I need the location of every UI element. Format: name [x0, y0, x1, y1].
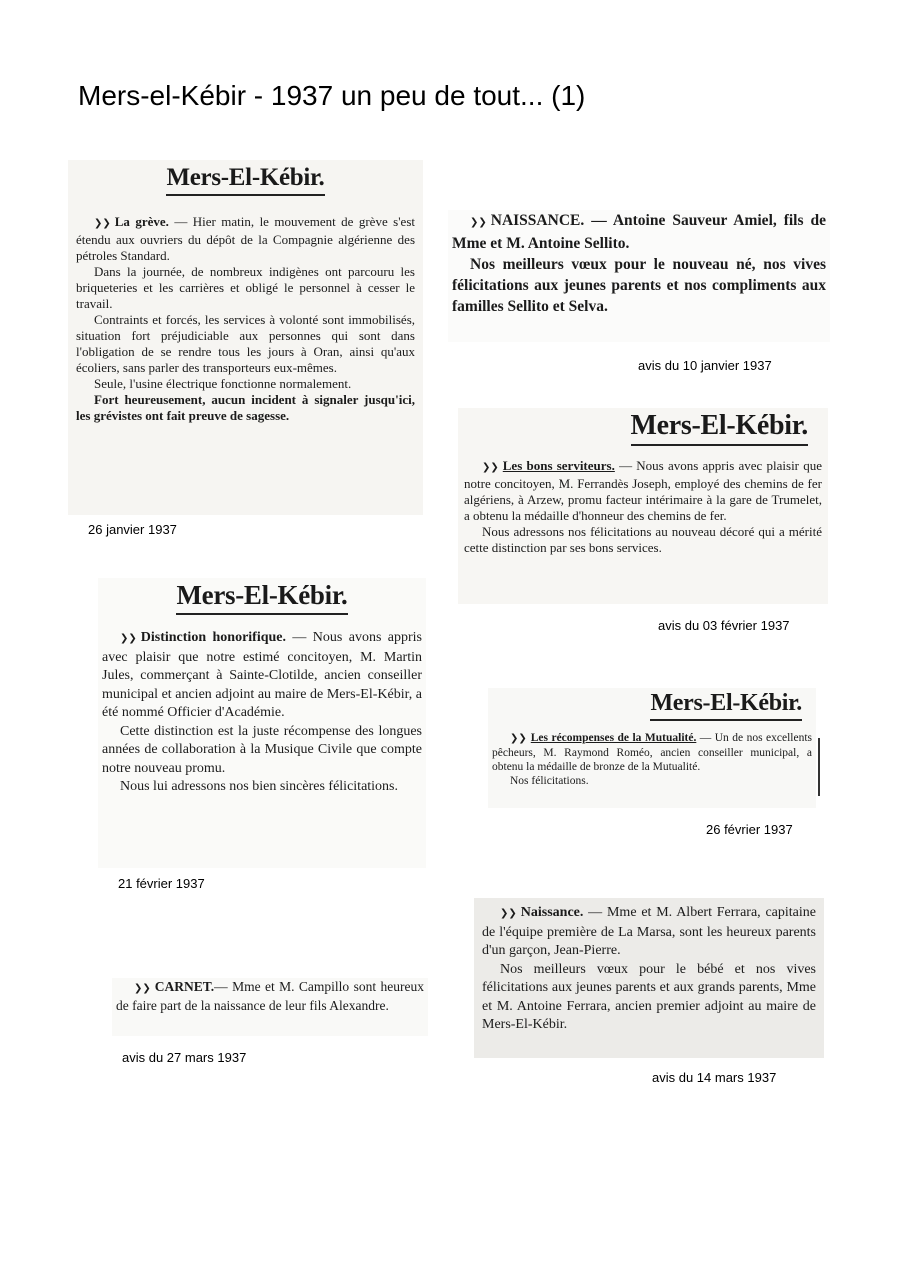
clipping-date: avis du 10 janvier 1937	[638, 358, 772, 373]
clipping-date: 26 janvier 1937	[88, 522, 177, 537]
clipping-paragraph: Dans la journée, de nombreux indigènes ont parcouru les briqueteries et les carrières et obligé le personnel à cesser le travail.	[76, 264, 415, 311]
clipping-paragraph: Nous adressons nos félicitations au nouveau décoré qui a mérité cette distinction par ses bons services.	[464, 524, 822, 555]
clipping-heading: Les bons serviteurs.	[502, 458, 615, 473]
clipping-paragraph: Nos meilleurs vœux pour le nouveau né, nos vives félicitations aux jeunes parents et nos compliments aux familles Sellito et Selva.	[452, 256, 826, 315]
clipping-paragraph: Nous lui adressons nos bien sincères félicitations.	[120, 779, 399, 794]
clipping-header: Mers-El-Kébir.	[176, 580, 347, 615]
clipping-header: Mers-El-Kébir.	[650, 690, 802, 721]
clipping-paragraph: — Antoine Sauveur Amiel, fils de Mme et M. Antoine Sellito.	[452, 212, 826, 252]
double-arrow-icon: ❯❯	[120, 633, 137, 644]
clipping-paragraph: Cette distinction est la juste récompense des longues années de collaboration à la Musique Civile que compte notre nouveau promu.	[102, 723, 422, 776]
clipping-paragraph: Fort heureusement, aucun incident à signaler jusqu'ici, les grévistes ont fait preuve de sagesse.	[76, 392, 415, 423]
clipping-greve	[68, 160, 423, 515]
clipping-paragraph: — Hier matin, le mouvement de grève s'est étendu aux ouvriers du dépôt de la Compagnie algérienne des pétroles Standard.	[76, 214, 415, 263]
clipping-heading: Naissance.	[520, 905, 584, 920]
clipping-distinction	[98, 578, 426, 868]
clipping-carnet	[112, 978, 428, 1036]
double-arrow-icon: ❯❯	[94, 218, 111, 229]
clipping-mutualite	[488, 688, 816, 808]
clipping-heading: Les récompenses de la Mutualité.	[530, 732, 697, 744]
clipping-paragraph: Seule, l'usine électrique fonctionne normalement.	[94, 376, 352, 391]
clipping-header: Mers-El-Kébir.	[631, 410, 809, 446]
clipping-paragraph: — Nous avons appris avec plaisir que notre concitoyen, M. Ferrandès Joseph, employé des chemins de fer algériens, à Arzew, promu facteur intérimaire à la gare de Trumelet, a obtenu la médaille d'honneur des chemins de fer.	[464, 458, 822, 523]
clipping-paragraph: Contraints et forcés, les services à volonté sont immobilisés, situation fort préjudiciable aux personnes qui sont dans l'obligation de se rendre tous les jours à Oran, ainsi qu'aux écoliers, sans parler des transporteurs eux-mêmes.	[76, 312, 415, 375]
clipping-date: 26 février 1937	[706, 822, 793, 837]
clipping-paragraph: — Nous avons appris avec plaisir que notre estimé concitoyen, M. Martin Jules, commerçant à Sainte-Clotilde, ancien conseiller municipal et ancien adjoint au maire de Mers-El-Kébir, a été nommé Officier d'Académie.	[102, 630, 423, 720]
clipping-paragraph: Nos félicitations.	[510, 775, 589, 787]
clipping-date: avis du 03 février 1937	[658, 618, 790, 633]
double-arrow-icon: ❯❯	[482, 462, 499, 473]
double-arrow-icon: ❯❯	[500, 908, 517, 919]
clipping-date: 21 février 1937	[118, 876, 205, 891]
clipping-header: Mers-El-Kébir.	[166, 164, 324, 196]
clipping-paragraph: Nos meilleurs vœux pour le bébé et nos vives félicitations aux jeunes parents et aux grands parents, Mme et M. Antoine Ferrara, ancien premier adjoint au maire de Mers-El-Kébir.	[482, 961, 816, 1032]
double-arrow-icon: ❯❯	[510, 733, 527, 744]
clipping-heading: Distinction honorifique.	[140, 630, 287, 645]
clipping-naissance-ferrara	[474, 898, 824, 1058]
clipping-naissance	[448, 210, 830, 342]
page-title: Mers-el-Kébir - 1937 un peu de tout... (1)	[78, 80, 586, 111]
clipping-heading: NAISSANCE.	[490, 212, 585, 229]
double-arrow-icon: ❯❯	[470, 217, 487, 228]
clipping-paragraph: — Un de nos excellents pêcheurs, M. Raymond Roméo, ancien conseiller municipal, a obtenu la médaille de bronze de la Mutualité.	[492, 732, 812, 773]
column-rule	[818, 738, 820, 796]
clipping-heading: La grève.	[114, 214, 169, 229]
clipping-date: avis du 14 mars 1937	[652, 1070, 777, 1085]
clipping-paragraph: — Mme et M. Albert Ferrara, capitaine de l'équipe première de La Marsa, sont les heureux parents d'un garçon, Jean-Pierre.	[482, 905, 816, 958]
clipping-paragraph: — Mme et M. Campillo sont heureux de faire part de la naissance de leur fils Alexandre.	[116, 979, 424, 1013]
clipping-date: avis du 27 mars 1937	[122, 1050, 247, 1065]
clipping-serviteurs	[458, 408, 828, 604]
double-arrow-icon: ❯❯	[134, 983, 151, 994]
clipping-heading: CARNET.	[154, 979, 215, 994]
